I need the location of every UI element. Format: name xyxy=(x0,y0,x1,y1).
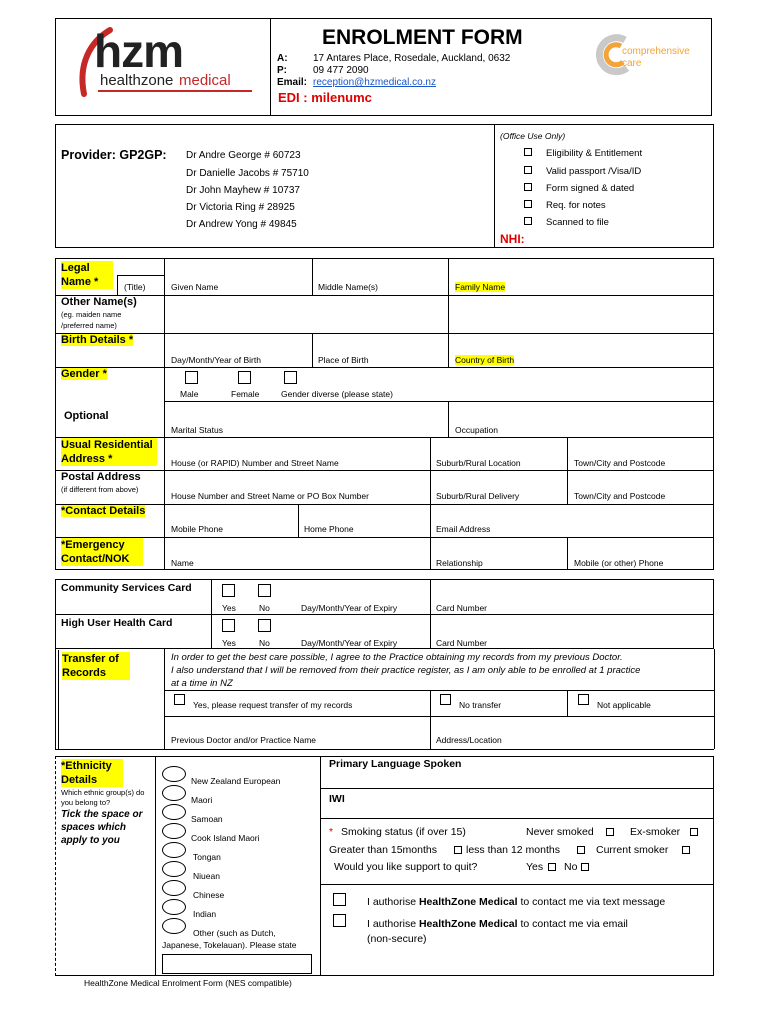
name-divider-b xyxy=(448,258,449,333)
logo-underline xyxy=(98,90,252,92)
cards-row-sep xyxy=(55,614,714,615)
hu-yes-checkbox[interactable] xyxy=(222,619,235,632)
address-label: A: xyxy=(277,53,288,64)
authorise-email-pre: I authorise xyxy=(367,918,417,930)
authorise-email-org: HealthZone Medical xyxy=(418,918,518,930)
row-sep-1 xyxy=(164,295,714,296)
quit-no-checkbox[interactable] xyxy=(581,863,589,871)
current-smoker-checkbox[interactable] xyxy=(682,846,690,854)
nok-name-label: Name xyxy=(171,558,194,568)
doctor-2: Dr Danielle Jacobs # 75710 xyxy=(186,168,309,179)
lt12-label: less than 12 months xyxy=(466,844,560,856)
marital-status-label: Marital Status xyxy=(171,425,223,435)
office-checkbox-1[interactable] xyxy=(524,148,532,156)
office-checkbox-2[interactable] xyxy=(524,166,532,174)
hu-no-label: No xyxy=(259,638,270,648)
gt15-label: Greater than 15months xyxy=(329,844,437,856)
transfer-na-label: Not applicable xyxy=(597,700,651,710)
doctor-3: Dr John Mayhew # 10737 xyxy=(186,185,300,196)
given-name-label: Given Name xyxy=(171,282,219,292)
title-divider-top xyxy=(117,275,164,276)
csc-yes-label: Yes xyxy=(222,603,236,613)
hu-no-checkbox[interactable] xyxy=(258,619,271,632)
dob-label: Day/Month/Year of Birth xyxy=(171,355,261,365)
country-of-birth-label: Country of Birth xyxy=(455,355,515,365)
quit-yes-checkbox[interactable] xyxy=(548,863,556,871)
place-of-birth-label: Place of Birth xyxy=(318,355,369,365)
birth-details-label: Birth Details * xyxy=(61,334,134,346)
transfer-consent-3: at a time in NZ xyxy=(171,678,233,689)
office-item-1: Eligibility & Entitlement xyxy=(546,148,643,159)
relationship-label: Relationship xyxy=(436,558,483,568)
ex-smoker-label: Ex-smoker xyxy=(630,826,681,838)
suburb-delivery-label: Suburb/Rural Delivery xyxy=(436,491,520,501)
ethnicity-option-5: Tongan xyxy=(193,852,221,862)
title-field-label: (Title) xyxy=(124,282,146,292)
ethnicity-option-2: Maori xyxy=(191,795,213,805)
row-sep-4 xyxy=(164,401,714,402)
transfer-no-label: No transfer xyxy=(459,700,502,710)
home-phone-label: Home Phone xyxy=(304,524,354,534)
town2-label: Town/City and Postcode xyxy=(574,491,666,501)
gender-female-checkbox[interactable] xyxy=(238,371,251,384)
ethnicity-option-8-radio[interactable] xyxy=(162,899,186,915)
transfer-row-sep-1 xyxy=(164,690,714,691)
gender-female-label: Female xyxy=(231,389,260,399)
gender-diverse-checkbox[interactable] xyxy=(284,371,297,384)
address-divider-a xyxy=(430,437,431,504)
footer-text: HealthZone Medical Enrolment Form (NES compatible) xyxy=(84,978,292,988)
ethnicity-other-line2: Japanese, Tokelauan). Please state xyxy=(162,940,297,950)
transfer-label: Transfer of Records xyxy=(62,652,130,680)
transfer-yes-label: Yes, please request transfer of my records xyxy=(193,700,353,710)
label-column-divider xyxy=(164,258,165,570)
other-names-label: Other Name(s) xyxy=(61,296,137,308)
transfer-options-divider-1 xyxy=(430,690,431,749)
csc-card-number-label: Card Number xyxy=(436,603,488,613)
hu-label: High User Health Card xyxy=(61,617,173,629)
hu-card-number-label: Card Number xyxy=(436,638,488,648)
transfer-consent-1: In order to get the best care possible, I agree to the Practice obtaining my records from my previous Doctor. xyxy=(171,652,623,663)
transfer-consent-2: I also understand that I will be removed from their practice register, as I am only able to be enrolled at 1 practice xyxy=(171,665,641,676)
quit-no-label: No xyxy=(564,861,578,873)
gender-male-checkbox[interactable] xyxy=(185,371,198,384)
ethnicity-label: *Ethnicity Details xyxy=(61,759,123,787)
office-use-label: (Office Use Only) xyxy=(500,131,566,141)
logo-name-medical: medical xyxy=(179,72,231,89)
ethnicity-right-divider xyxy=(320,756,321,976)
ethnicity-other-line1: Other (such as Dutch, xyxy=(193,928,276,938)
ethnicity-option-7: Chinese xyxy=(193,890,225,900)
gender-diverse-label: Gender diverse (please state) xyxy=(281,389,393,399)
personal-details-box xyxy=(55,258,714,570)
authorise-text-pre: I authorise xyxy=(367,896,417,908)
current-smoker-label: Current smoker xyxy=(596,844,669,856)
transfer-right-edge xyxy=(714,649,715,749)
postal-address-label: Postal Address xyxy=(61,471,141,483)
ethnicity-option-1-radio[interactable] xyxy=(162,766,186,782)
suburb-label: Suburb/Rural Location xyxy=(436,458,521,468)
transfer-no-checkbox[interactable] xyxy=(440,694,451,705)
ethnicity-hint: Which ethnic group(s) do you belong to? xyxy=(61,788,145,807)
office-checkbox-5[interactable] xyxy=(524,217,532,225)
contact-divider-a xyxy=(298,504,299,537)
authorise-email-msg: to contact me via email xyxy=(520,918,628,930)
row-sep-2 xyxy=(164,333,714,334)
emergency-divider xyxy=(567,537,568,570)
emergency-label: *Emergency Contact/NOK xyxy=(61,538,143,566)
name-divider-a xyxy=(312,258,313,295)
office-item-3: Form signed & dated xyxy=(546,183,635,194)
doctor-5: Dr Andrew Yong # 49845 xyxy=(186,219,297,230)
ethnicity-option-2-radio[interactable] xyxy=(162,785,186,801)
optional-label: Optional xyxy=(64,410,109,422)
authorise-text-org: HealthZone Medical xyxy=(418,896,518,908)
office-checkbox-4[interactable] xyxy=(524,200,532,208)
language-sep-1 xyxy=(320,788,714,789)
office-item-5: Scanned to file xyxy=(546,217,609,228)
language-sep-3 xyxy=(320,884,714,885)
ethnicity-other-input[interactable] xyxy=(162,954,312,974)
ethnicity-option-1: New Zealand European xyxy=(191,776,281,786)
logo-mark: hzm xyxy=(94,25,183,77)
logo-name-health: healthzone xyxy=(100,72,174,89)
row-sep-3 xyxy=(164,367,714,368)
other-names-hint: (eg. maiden name /preferred name) xyxy=(61,310,122,330)
smoking-star: * xyxy=(329,826,334,838)
ethnicity-option-other-radio[interactable] xyxy=(162,918,186,934)
hu-expiry-label: Day/Month/Year of Expiry xyxy=(301,638,398,648)
ethnicity-option-3-radio[interactable] xyxy=(162,804,186,820)
family-name-label: Family Name xyxy=(455,282,506,292)
email-label: Email: xyxy=(277,77,308,88)
comprehensive-care-logo xyxy=(595,32,710,82)
smoking-status-label: Smoking status (if over 15) xyxy=(341,826,466,838)
transfer-row-sep-2 xyxy=(164,716,714,717)
provider-label: Provider: GP2GP: xyxy=(61,148,167,162)
ethnicity-option-8: Indian xyxy=(193,909,217,919)
transfer-bottom xyxy=(55,749,714,750)
iwi-label: IWI xyxy=(329,793,345,805)
optional-divider xyxy=(448,401,449,437)
transfer-options-divider-2 xyxy=(567,690,568,716)
nok-phone-label: Mobile (or other) Phone xyxy=(574,558,664,568)
town-label: Town/City and Postcode xyxy=(574,458,666,468)
transfer-divider xyxy=(164,649,165,749)
previous-address-label: Address/Location xyxy=(436,735,502,745)
primary-language-label: Primary Language Spoken xyxy=(329,758,462,770)
never-smoked-label: Never smoked xyxy=(526,826,594,838)
csc-no-label: No xyxy=(259,603,270,613)
house-po-label: House Number and Street Name or PO Box Number xyxy=(171,491,369,501)
ethnicity-option-3: Samoan xyxy=(191,814,223,824)
office-item-2: Valid passport /Visa/ID xyxy=(546,166,642,177)
transfer-yes-checkbox[interactable] xyxy=(174,694,185,705)
authorise-email-note: (non-secure) xyxy=(367,933,427,945)
ethnicity-option-6-radio[interactable] xyxy=(162,861,186,877)
hu-yes-label: Yes xyxy=(222,638,236,648)
practice-phone: 09 477 2090 xyxy=(313,65,369,76)
address-divider-b xyxy=(567,437,568,504)
cards-divider-2 xyxy=(430,579,431,649)
authorise-text-checkbox[interactable] xyxy=(333,893,346,906)
house-street-label: House (or RAPID) Number and Street Name xyxy=(171,458,339,468)
previous-doctor-label: Previous Doctor and/or Practice Name xyxy=(171,735,317,745)
birth-divider-b xyxy=(448,333,449,367)
row-sep-8 xyxy=(164,537,714,538)
edi-code: EDI : milenumc xyxy=(278,90,372,105)
ex-smoker-checkbox[interactable] xyxy=(690,828,698,836)
gender-label: Gender * xyxy=(61,368,107,380)
title-divider xyxy=(117,275,118,295)
authorise-text-row xyxy=(367,896,665,908)
contact-divider-b xyxy=(430,504,431,570)
csc-label: Community Services Card xyxy=(61,582,192,594)
transfer-left-edge xyxy=(55,649,56,749)
office-item-4: Req. for notes xyxy=(546,200,606,211)
row-sep-7 xyxy=(164,504,714,505)
office-checkbox-3[interactable] xyxy=(524,183,532,191)
cards-divider-1 xyxy=(211,579,212,649)
ethnicity-option-5-radio[interactable] xyxy=(162,842,186,858)
email-address-label: Email Address xyxy=(436,524,491,534)
doctor-4: Dr Victoria Ring # 28925 xyxy=(186,202,295,213)
csc-expiry-label: Day/Month/Year of Expiry xyxy=(301,603,398,613)
ethnicity-option-4: Cook Island Maori xyxy=(191,833,260,843)
form-title: ENROLMENT FORM xyxy=(322,26,523,49)
postal-hint: (if different from above) xyxy=(61,485,139,494)
never-smoked-checkbox[interactable] xyxy=(606,828,614,836)
csc-no-checkbox[interactable] xyxy=(258,584,271,597)
nhi-label: NHI: xyxy=(500,232,525,246)
partner-logo-line1: comprehensive xyxy=(622,46,690,57)
ethnicity-option-7-radio[interactable] xyxy=(162,880,186,896)
practice-email-link[interactable]: reception@hzmedical.co.nz xyxy=(313,77,436,88)
legal-name-label: Legal Name * xyxy=(61,261,113,289)
usual-address-label: Usual Residential Address * xyxy=(61,438,157,466)
contact-details-label: *Contact Details xyxy=(61,505,146,517)
hzm-logo xyxy=(70,24,260,102)
quit-yes-label: Yes xyxy=(526,861,544,873)
quit-support-label: Would you like support to quit? xyxy=(334,861,478,873)
language-sep-2 xyxy=(320,818,714,819)
occupation-label: Occupation xyxy=(455,425,498,435)
lt12-checkbox[interactable] xyxy=(577,846,585,854)
phone-label: P: xyxy=(277,65,287,76)
partner-logo-line2: care xyxy=(622,58,642,69)
provider-divider xyxy=(494,124,495,248)
row-sep-5 xyxy=(164,437,714,438)
ethnicity-tick-instruction: Tick the space or spaces which apply to you xyxy=(61,809,143,846)
middle-names-label: Middle Name(s) xyxy=(318,282,378,292)
gt15-checkbox[interactable] xyxy=(454,846,462,854)
mobile-label: Mobile Phone xyxy=(171,524,223,534)
authorise-text-msg: to contact me via text message xyxy=(520,896,666,908)
gender-male-label: Male xyxy=(180,389,199,399)
ethnicity-option-4-radio[interactable] xyxy=(162,823,186,839)
doctor-1: Dr Andre George # 60723 xyxy=(186,150,301,161)
authorise-email-checkbox[interactable] xyxy=(333,914,346,927)
practice-address: 17 Antares Place, Rosedale, Auckland, 0632 xyxy=(313,53,511,64)
ethnicity-option-6: Niuean xyxy=(193,871,220,881)
header-divider xyxy=(270,18,271,116)
ethnicity-label-divider xyxy=(155,756,156,976)
row-sep-6 xyxy=(164,470,714,471)
csc-yes-checkbox[interactable] xyxy=(222,584,235,597)
transfer-na-checkbox[interactable] xyxy=(578,694,589,705)
birth-divider-a xyxy=(312,333,313,367)
authorise-email-row xyxy=(367,918,628,930)
